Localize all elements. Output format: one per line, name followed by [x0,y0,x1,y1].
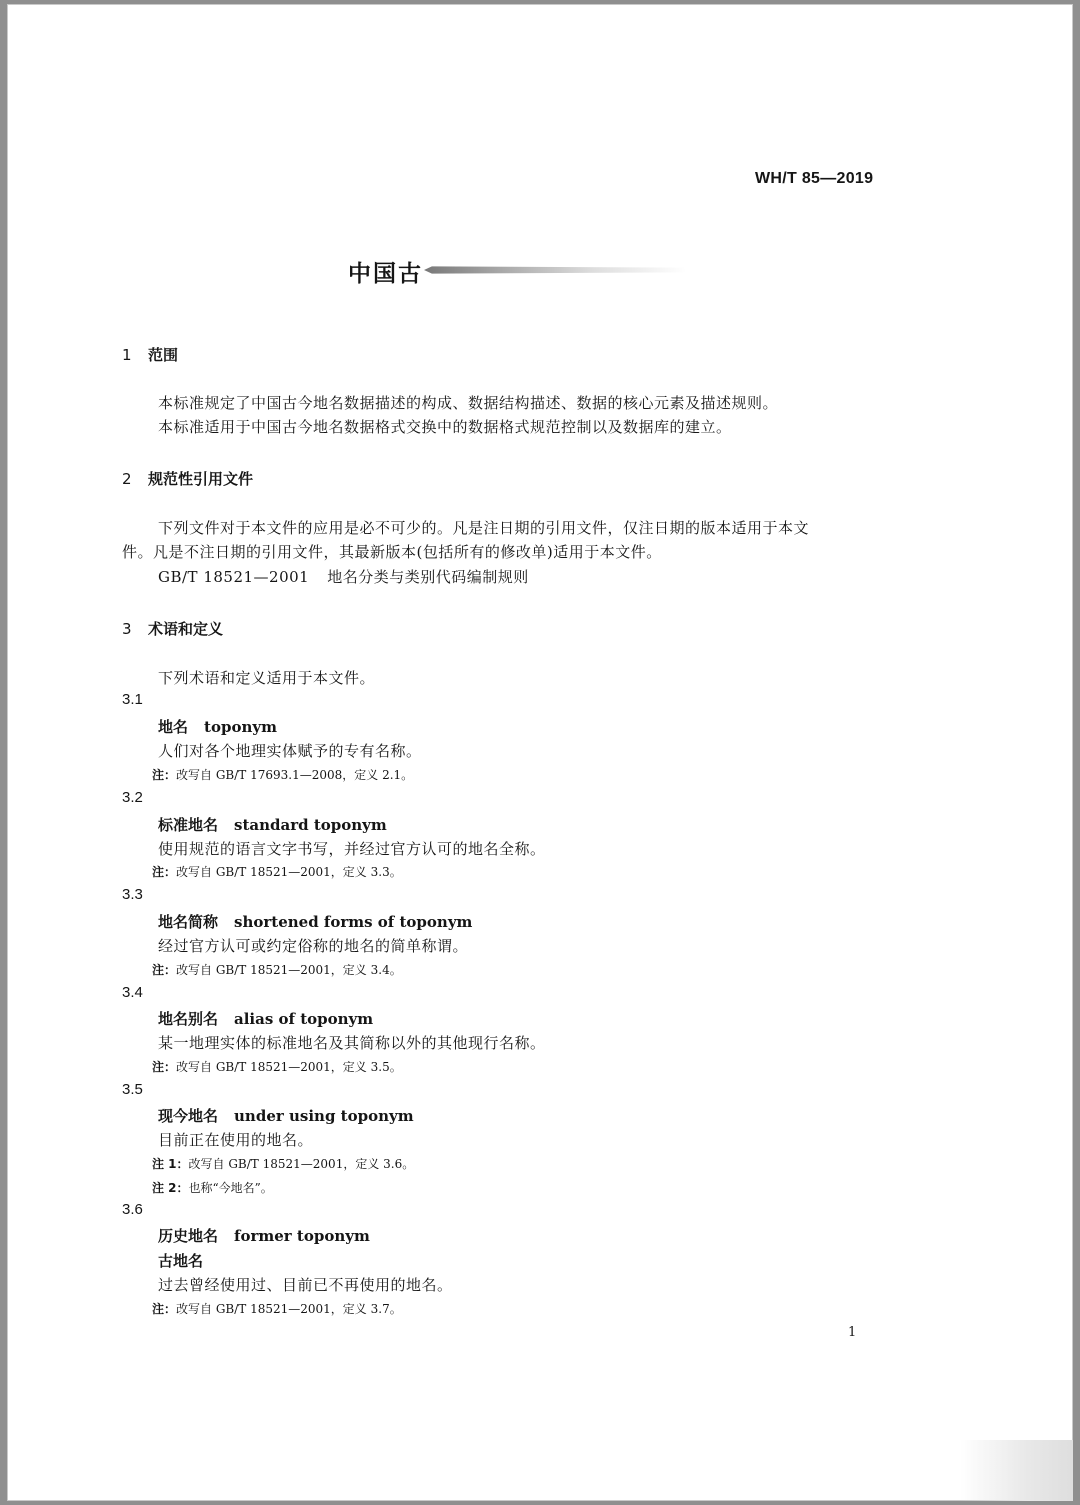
term-definition: 使用规范的语言文字书写，并经过官方认可的地名全称。 [158,840,546,858]
term-number: 3.3 [122,886,143,903]
section-3-intro: 下列术语和定义适用于本文件。 [158,669,376,687]
term-name: 历史地名 former toponym [158,1227,370,1245]
term-number: 3.6 [122,1201,143,1218]
section-2-paragraph-line-2: 件。凡是不注日期的引用文件，其最新版本(包括所有的修改单)适用于本文件。 [122,543,662,561]
term-number: 3.4 [122,984,143,1001]
page-number: 1 [848,1325,857,1340]
term-name: 地名简称 shortened forms of toponym [158,913,473,931]
term-number: 3.1 [122,691,143,708]
term-note: 注：改写自 GB/T 18521—2001，定义 3.5。 [152,1060,402,1074]
term-name: 地名 toponym [158,718,277,736]
term-definition: 过去曾经使用过、目前已不再使用的地名。 [158,1276,453,1294]
term-note: 注：改写自 GB/T 17693.1—2008，定义 2.1。 [152,768,414,782]
section-1-paragraph-2: 本标准适用于中国古今地名数据格式交换中的数据格式规范控制以及数据库的建立。 [158,418,732,436]
term-note: 注 1：改写自 GB/T 18521—2001，定义 3.6。 [152,1157,415,1171]
term-definition: 经过官方认可或约定俗称的地名的简单称谓。 [158,937,469,955]
term-note: 注：改写自 GB/T 18521—2001，定义 3.7。 [152,1302,402,1316]
corner-shadow [960,1440,1073,1501]
term-definition: 人们对各个地理实体赋予的专有名称。 [158,742,422,760]
section-1-heading: 1 范围 [122,346,179,364]
term-name: 标准地名 standard toponym [158,816,387,834]
document-title: 中国古 [348,261,423,287]
section-2-heading: 2 规范性引用文件 [122,470,254,488]
term-note: 注 2：也称“今地名”。 [152,1181,273,1195]
normative-reference: GB/T 18521—2001 地名分类与类别代码编制规则 [158,568,529,586]
section-2-paragraph-line-1: 下列文件对于本文件的应用是必不可少的。凡是注日期的引用文件，仅注日期的版本适用于本文 [158,519,810,537]
term-definition: 目前正在使用的地名。 [158,1131,314,1149]
term-alternate-name: 古地名 [158,1252,204,1270]
term-note: 注：改写自 GB/T 18521—2001，定义 3.4。 [152,963,402,977]
section-1-paragraph-1: 本标准规定了中国古今地名数据描述的构成、数据结构描述、数据的核心元素及描述规则。 [158,394,779,412]
term-note: 注：改写自 GB/T 18521—2001，定义 3.3。 [152,865,402,879]
term-number: 3.2 [122,789,143,806]
term-number: 3.5 [122,1081,143,1098]
term-name: 现今地名 under using toponym [158,1107,414,1125]
standard-code: WH/T 85—2019 [755,170,874,187]
term-definition: 某一地理实体的标准地名及其简称以外的其他现行名称。 [158,1034,546,1052]
term-name: 地名别名 alias of toponym [158,1010,374,1028]
section-3-heading: 3 术语和定义 [122,620,224,638]
